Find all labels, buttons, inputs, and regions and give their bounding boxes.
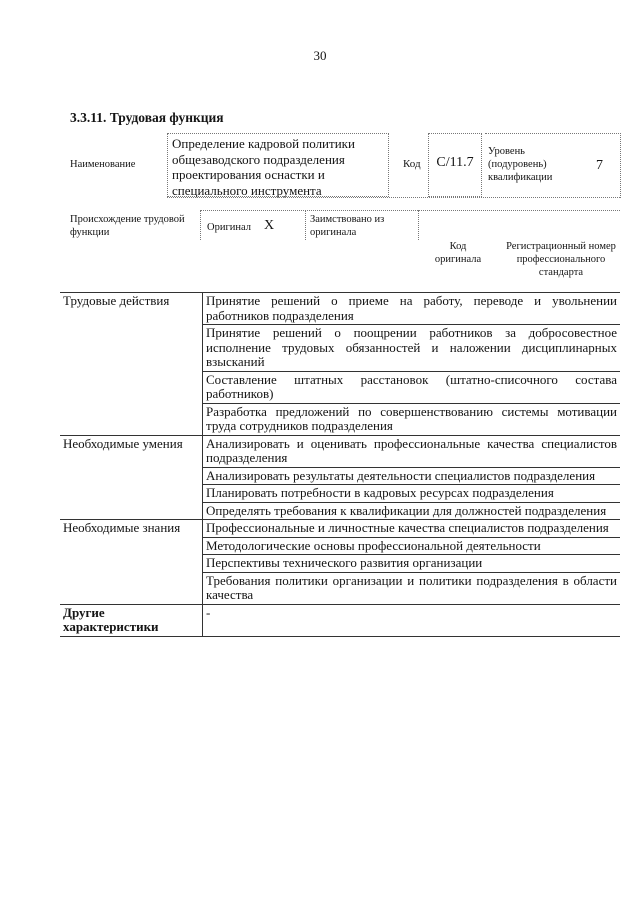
row-item: Определять требования к квалификации для должностей подразделения xyxy=(203,502,621,520)
table-row xyxy=(60,520,620,538)
page-number: 30 xyxy=(313,48,327,63)
original-mark: X xyxy=(264,218,275,233)
row-item: Требования политики организации и политики подразделения в области качества xyxy=(203,572,621,604)
origin-top-line xyxy=(200,210,620,211)
header-divider xyxy=(167,197,620,198)
row-item: Профессиональные и личностные качества специалистов подразделения xyxy=(203,520,621,538)
reg-number-label: Регистрационный номер профессионального стандарта xyxy=(506,241,616,278)
function-table xyxy=(60,292,620,637)
level-value: 7 xyxy=(596,158,603,173)
row-item: - xyxy=(203,604,621,636)
table-row xyxy=(60,604,620,636)
row-label: Необходимые умения xyxy=(60,435,203,520)
code-label: Код xyxy=(403,158,421,170)
row-item: Принятие решений о приеме на работу, переводе и увольнении работников подразделения xyxy=(203,293,621,325)
row-item: Анализировать и оценивать профессиональные качества специалистов подразделения xyxy=(203,435,621,467)
level-label: Уровень (подуровень) квалификации xyxy=(488,146,553,183)
row-label: Другие характеристики xyxy=(60,604,203,636)
origin-mid-line xyxy=(305,210,306,240)
code-original-label: Код оригинала xyxy=(434,241,482,265)
row-label: Необходимые знания xyxy=(60,520,203,605)
code-value: C/11.7 xyxy=(428,133,482,197)
table-row xyxy=(60,293,620,325)
row-item: Составление штатных расстановок (штатно-списочного состава работников) xyxy=(203,371,621,403)
name-value: Определение кадровой политики общезаводского подразделения проектирования оснастки и специального инструмента xyxy=(167,133,389,197)
row-item: Планировать потребности в кадровых ресурсах подразделения xyxy=(203,485,621,503)
row-item: Принятие решений о поощрении работников за добросовестное исполнение трудовых обязанностей и наложении дисциплинарных взысканий xyxy=(203,325,621,372)
row-item: Разработка предложений по совершенствованию системы мотивации труда сотрудников подразделения xyxy=(203,403,621,435)
row-item: Перспективы технического развития организации xyxy=(203,555,621,573)
origin-left-line xyxy=(200,210,201,240)
name-label: Наименование xyxy=(70,159,136,170)
row-item: Анализировать результаты деятельности специалистов подразделения xyxy=(203,467,621,485)
borrowed-label: Заимствовано из оригинала xyxy=(310,214,385,238)
origin-right-line xyxy=(418,210,419,240)
row-item: Методологические основы профессиональной деятельности xyxy=(203,537,621,555)
section-title: 3.3.11. Трудовая функция xyxy=(70,110,224,125)
table-row xyxy=(60,435,620,467)
original-label: Оригинал xyxy=(207,222,251,233)
row-label: Трудовые действия xyxy=(60,293,203,436)
origin-label: Происхождение трудовой функции xyxy=(70,214,185,238)
